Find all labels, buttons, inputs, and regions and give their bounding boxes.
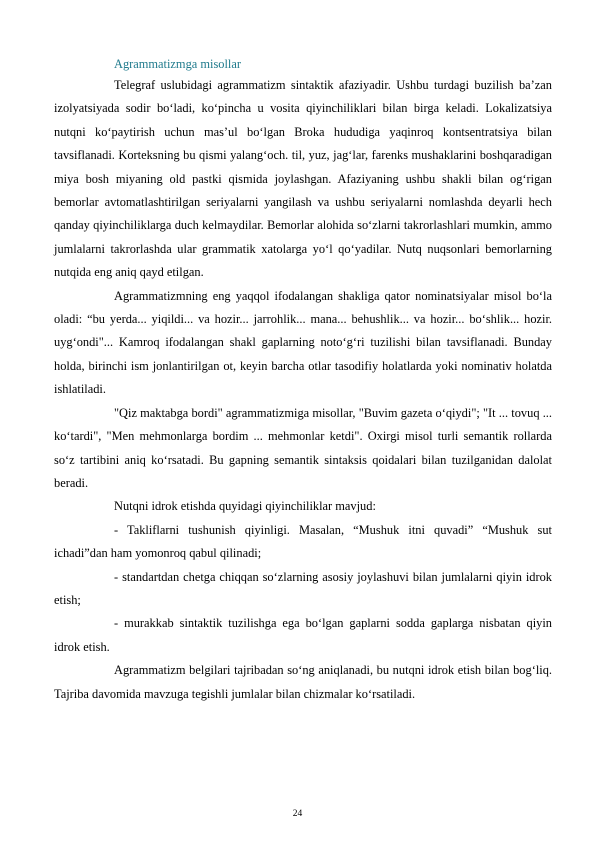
page-number: 24 — [292, 809, 303, 819]
paragraph-2: Agrammatizmning eng yaqqol ifodalangan shakliga qator nominatsiyalar misol bo‘la oladi: “bu yerda... yiqildi... va hozir... jarrohlik... mana... behushlik... va hozir... bo‘shlik... hozir. uyg‘ondi"... Kamroq ifodalangan shakl gaplarning noto‘g‘ri tuzilishi bilan tavsiflanadi. Bunday holda, birinchi ism jonlantirilgan ot, keyin barcha otlar tasodifiy holatlarda yoki nominativ holatda ishlatiladi. — [54, 288, 552, 397]
section-heading: Agrammatizmga misollar — [114, 57, 241, 71]
paragraph-1: Telegraf uslubidagi agrammatizm sintaktik afaziyadir. Ushbu turdagi buzilish ba’zan izolyatsiyada sodir bo‘ladi, ko‘pincha u vosita qiyinchiliklari bilan birga keladi. Lokalizatsiya nutqni ko‘paytirish uchun mas’ul bo‘lgan Broka hududiga yaqinroq kontsentratsiya bilan tavsiflanadi. Korteksning bu qismi yalang‘och. til, yuz, jag‘lar, farenks mushaklarini boshqaradigan miya bosh miyaning old pastki qismida joylashgan. Afaziyaning ushbu shakli bilan og‘rigan bemorlar avtomatlashtirilgan seriyalarni yangilash va ushbu seriyalarni nomlashda deyarli hech qanday qiyinchiliklarga duch kelmaydilar. Bemorlar alohida so‘zlarni takrorlashlari mumkin, ammo jumlalarni takrorlashda ular grammatik xatolarga yo‘l qo‘yadilar. Nutq nuqsonlari bemorlarning nutqida eng aniq qayd etilgan. — [54, 78, 552, 280]
paragraph-5: - Takliflarni tushunish qiyinligi. Masalan, “Mushuk itni quvadi” “Mushuk sut ichadi”dan ham yomonroq qabul qilinadi; — [54, 522, 552, 561]
paragraph-3: "Qiz maktabga bordi" agrammatizmiga misollar, "Buvim gazeta o‘qiydi"; "It ... tovuq ... ko‘tardi", "Men mehmonlarga bordim ... mehmonlar ketdi". Oxirgi misol turli semantik rollarda so‘z tartibini aniq ko‘rsatadi. Bu gapning semantik sintaksis qoidalari bilan tuzilganidan dalolat beradi. — [54, 405, 552, 490]
document-body — [54, 54, 552, 706]
paragraph-7: - murakkab sintaktik tuzilishga ega bo‘lgan gaplarni sodda gaplarga nisbatan qiyin idrok etish. — [54, 616, 552, 654]
paragraph-6: - standartdan chetga chiqqan so‘zlarning asosiy joylashuvi bilan jumlalarni qiyin idrok etish; — [54, 569, 552, 607]
paragraph-8: Agrammatizm belgilari tajribadan so‘ng aniqlanadi, bu nutqni idrok etish bilan bog‘liq. Tajriba davomida mavzuga tegishli jumlalar bilan chizmalar ko‘rsatiladi. — [54, 663, 552, 701]
paragraph-4: Nutqni idrok etishda quyidagi qiyinchiliklar mavjud: — [114, 499, 376, 514]
